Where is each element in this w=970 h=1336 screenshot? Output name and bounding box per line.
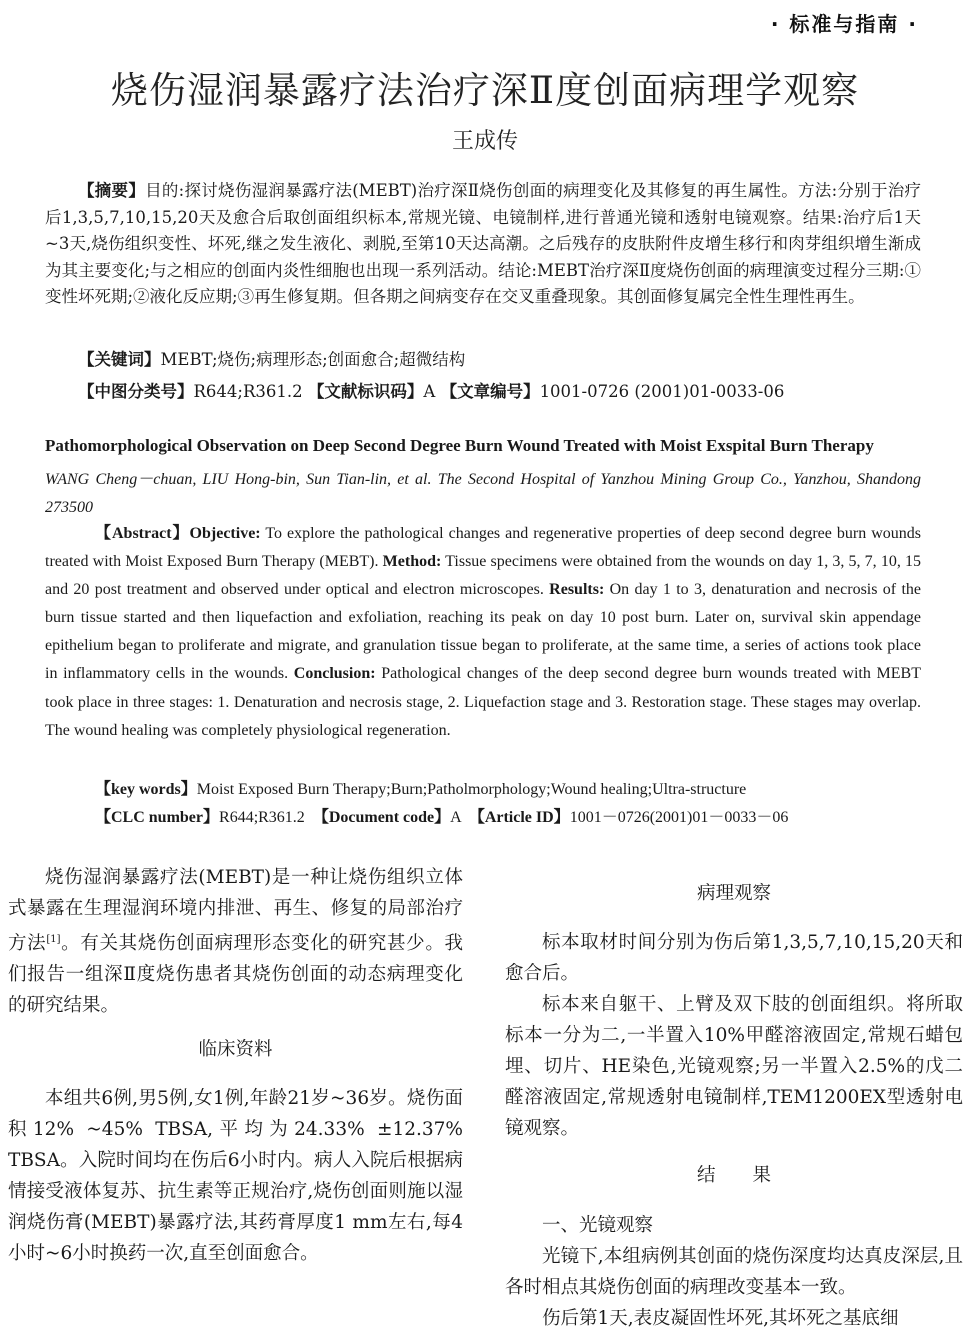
chinese-abstract: [45, 178, 921, 311]
abstract-text: 目的:探讨烧伤湿润暴露疗法(MEBT)治疗深Ⅱ烧伤创面的病理变化及其修复的再生属性。方法:分别于治疗后1,3,5,7,10,15,20天及愈合后取创面组织标本,常规光镜、电镜制样,进行普通光镜和透射电镜观察。结果:治疗后1天~3天,烧伤组织变性、坏死,继之发生液化、剥脱,至第10天达高潮。之后残存的皮肤附件皮增生移行和肉芽组织增生渐成为其主要变化;与之相应的创面内炎性细胞也出现一系列活动。结论:MEBT治疗深Ⅱ度烧伤创面的病理演变过程分三期:①变性坏死期;②液化反应期;③再生修复期。但各期之间病变存在交叉重叠现象。其创面修复属完全性生理性再生。: [45, 181, 922, 306]
en-keywords-text: Moist Exposed Burn Therapy;Burn;Patholmorphology;Wound healing;Ultra-structure: [196, 781, 747, 798]
clc-value: R644;R361.2: [193, 382, 303, 401]
clc-label: 【中图分类号】: [78, 382, 194, 401]
english-keywords: [95, 776, 746, 799]
reference-mark: [1]: [46, 934, 61, 945]
intro-paragraph: [8, 862, 463, 1021]
results-heading: 结 果: [696, 1165, 771, 1186]
clinical-paragraph: 本组共6例,男5例,女1例,年龄21岁~36岁。烧伤面积12% ~45% TBSA,平均为24.33% ±12.37% TBSA。入院时间均在伤后6小时内。病人入院后根据病情接受液体复苏、抗生素等正规治疗,烧伤创面则施以湿润烧伤膏(MEBT)暴露疗法,其药膏厚度1 mm左右,每4小时~6小时换药一次,直至创面愈合。: [8, 1088, 463, 1265]
english-authors: WANG Cheng－chuan, LIU Hong-bin, Sun Tian-lin, et al. The Second Hospital of Yanzhou Mining Group Co., Yanzhou, Shandong 273500: [45, 471, 921, 516]
english-title: Pathomorphological Observation on Deep Second Degree Burn Wound Treated with Moist Exspital Burn Therapy: [45, 436, 874, 455]
en-doc-code-value: A: [450, 809, 461, 826]
en-abstract-label: 【Abstract】: [95, 525, 190, 542]
light-paragraph-1: 光镜下,本组病例其创面的烧伤深度均达真皮深层,且各时相点其烧伤创面的病理改变基本一致。: [505, 1246, 963, 1298]
light-microscopy-heading: 一、光镜观察: [542, 1215, 654, 1236]
article-id-value: 1001-0726 (2001)01-0033-06: [539, 382, 785, 401]
body-right-column: [505, 878, 963, 1334]
pathology-paragraph-2: 标本来自躯干、上臂及双下肢的创面组织。将所取标本一分为二,一半置入10%甲醛溶液固定,常规石蜡包埋、切片、HE染色,光镜观察;另一半置入2.5%的戊二醛溶液固定,常规透射电镜制样,TEM1200EX型透射电镜观察。: [505, 994, 963, 1139]
en-article-id-label: 【Article ID】: [468, 809, 570, 826]
body-left-column: [8, 862, 463, 1269]
article-title: 烧伤湿润暴露疗法治疗深Ⅱ度创面病理学观察: [110, 69, 860, 112]
doc-code-value: A: [423, 382, 436, 401]
en-article-id-value: 1001－0726(2001)01－0033－06: [569, 809, 789, 826]
keywords-label: 【关键词】: [78, 350, 161, 369]
objective-text: To explore the pathological changes and regenerative properties of deep second degree burn wounds treated with Moist Exposed Burn Therapy (MEBT).: [45, 525, 921, 571]
en-doc-code-label: 【Document code】: [312, 809, 451, 826]
en-clc-label: 【CLC number】: [95, 809, 220, 826]
doc-code-label: 【文献标识码】: [307, 382, 424, 401]
pathology-heading: 病理观察: [696, 883, 771, 904]
results-label: Results:: [549, 581, 605, 599]
english-classification: [95, 804, 788, 827]
conclusion-text: Pathological changes of the deep second degree burn wounds treated with MEBT took place in three stages: 1. Denaturation and necrosis stage, 2. Liquefaction stage and 3. Restoration stage. These stages may overlap. The wound healing was completely physiological regeneration.: [45, 665, 922, 739]
chinese-keywords: [78, 346, 465, 370]
abstract-label: 【摘要】: [78, 181, 146, 200]
article-id-label: 【文章编号】: [440, 382, 540, 401]
method-label: Method:: [382, 553, 442, 571]
keywords-text: MEBT;烧伤;病理形态;创面愈合;超微结构: [160, 350, 466, 369]
section-tag: · 标准与指南 ·: [770, 12, 918, 36]
en-clc-value: R644;R361.2: [219, 809, 305, 826]
chinese-classification: [78, 378, 784, 402]
en-keywords-label: 【key words】: [95, 781, 197, 798]
method-text: Tissue specimens were obtained from the wounds on day 1, 3, 5, 7, 10, 15 and 20 post treatment and observed under optical and electron microscopes.: [45, 553, 922, 599]
clinical-heading: 临床资料: [198, 1039, 273, 1061]
intro-text-a: 烧伤湿润暴露疗法(MEBT)是一种让烧伤组织立体式暴露在生理湿润环境内排泄、再生、修复的局部治疗方法: [8, 867, 463, 955]
pathology-paragraph-1: 标本取材时间分别为伤后第1,3,5,7,10,15,20天和愈合后。: [505, 932, 963, 984]
results-text: On day 1 to 3, denaturation and necrosis of the burn tissue started and then liquefaction and exfoliation, reaching its peak on day 10 post burn. Later on, survival skin appendage epithelium began to proliferate and migrate, and granulation tissue began to proliferate, at the same time, a series of actions took place in inflammatory cells in the wounds.: [45, 581, 921, 683]
intro-text-b: 。有关其烧伤创面病理形态变化的研究甚少。我们报告一组深Ⅱ度烧伤患者其烧伤创面的动态病理变化的研究结果。: [8, 933, 463, 1017]
conclusion-label: Conclusion:: [293, 665, 376, 683]
english-abstract: [45, 520, 921, 745]
light-paragraph-2: 伤后第1天,表皮凝固性坏死,其坏死之基底细: [542, 1308, 899, 1329]
article-author: 王成传: [451, 129, 518, 154]
objective-label: Objective:: [189, 525, 261, 542]
